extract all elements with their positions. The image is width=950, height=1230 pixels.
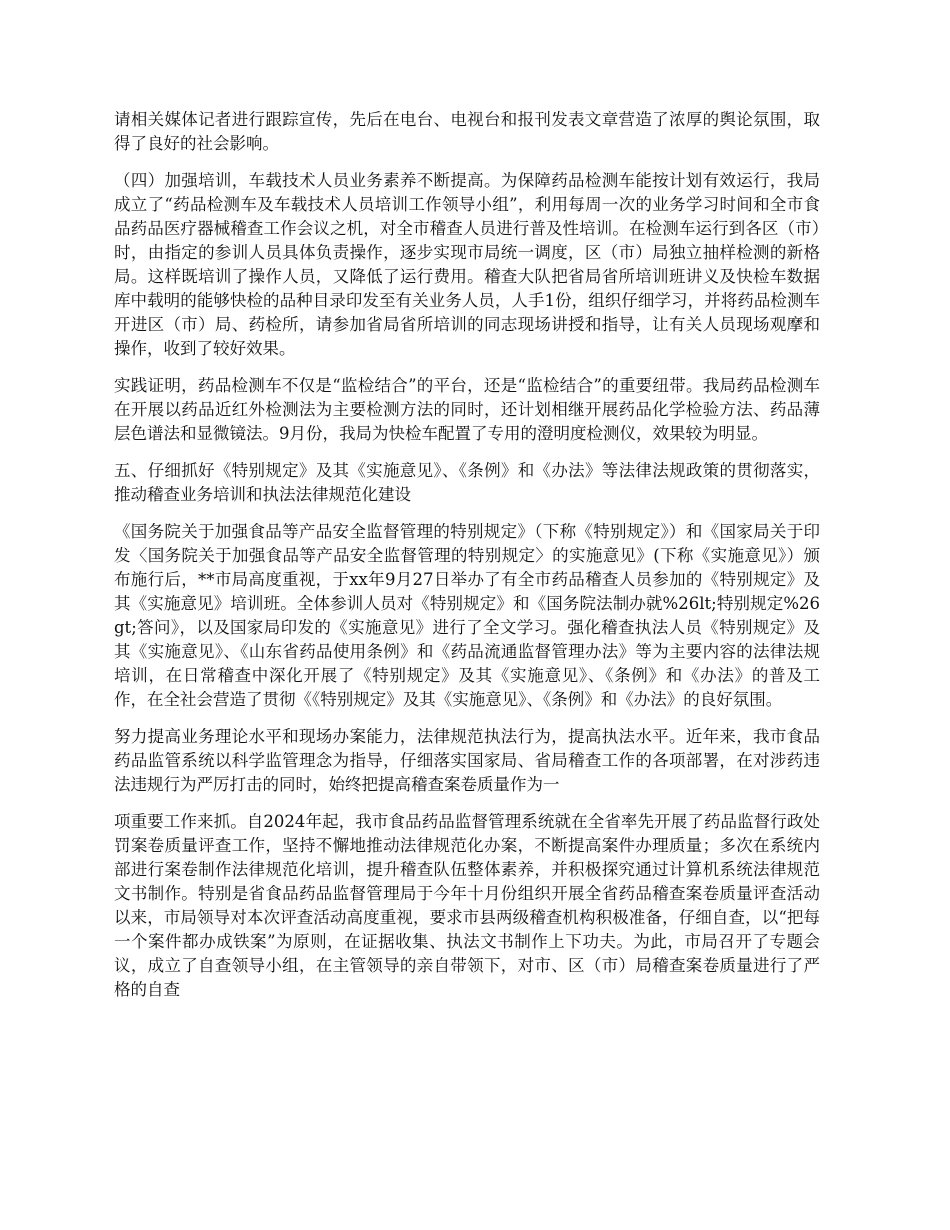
paragraph-media-publicity: 请相关媒体记者进行跟踪宣传，先后在电台、电视台和报刊发表文章营造了浓厚的舆论氛围，取得了良好的社会影响。 (114, 110, 820, 153)
paragraph-practice-proof: 实践证明，药品检测车不仅是“监检结合”的平台，还是“监检结合”的重要纽带。我局药品检测车在开展以药品近红外检测法为主要检测方法的同时，还计划相继开展药品化学检验方法、药品薄层色谱法和显微镜法。9月份，我局为快检车配置了专用的澄明度检测仪，效果较为明显。 (114, 376, 820, 443)
paragraph-special-regulations: 《国务院关于加强食品等产品安全监督管理的特别规定》（下称《特别规定》）和《国家局关于印发〈国务院关于加强食品等产品安全监督管理的特别规定〉的实施意见》(下称《实施意见》）颁布施行后，**市局高度重视，于xx年9月27日举办了有全市药品稽查人员参加的《特别规定》及其《实施意见》培训班。全体参训人员对《特别规定》和《国务院法制办就%26lt;特别规定%26gt;答问》，以及国家局印发的《实施意见》进行了全文学习。强化稽查执法人员《特别规定》及其《实施意见》、《山东省药品使用条例》和《药品流通监督管理办法》等为主要内容的法律法规培训，在日常稽查中深化开展了《特别规定》及其《实施意见》、《条例》和《办法》的普及工作，在全社会营造了贯彻《《特别规定》及其《实施意见》、《条例》和《办法》的良好氛围。 (114, 522, 820, 709)
paragraph-case-quality: 项重要工作来抓。自2024年起，我市食品药品监督管理系统就在全省率先开展了药品监督行政处罚案卷质量评查工作，坚持不懈地推动法律规范化办案，不断提高案件办理质量；多次在系统内部进行案卷制作法律规范化培训，提升稽查队伍整体素养，并积极探究通过计算机系统法律规范文书制作。特别是省食品药品监督管理局于今年十月份组织开展全省药品稽查案卷质量评查活动以来，市局领导对本次评查活动高度重视，要求市县两级稽查机构积极准备，仔细自查，以“把每一个案件都办成铁案”为原则，在证据收集、执法文书制作上下功夫。为此，市局召开了专题会议，成立了自查领导小组，在主管领导的亲自带领下，对市、区（市）局稽查案卷质量进行了严格的自查 (114, 812, 820, 999)
paragraph-improve-level: 努力提高业务理论水平和现场办案能力，法律规范执法行为，提高执法水平。近年来，我市食品药品监管系统以科学监管理念为指导，仔细落实国家局、省局稽查工作的各项部署，在对涉药违法违规行为严厉打击的同时，始终把提高稽查案卷质量作为一 (114, 727, 820, 794)
section-heading-five: 五、仔细抓好《特别规定》及其《实施意见》、《条例》和《办法》等法律法规政策的贯彻落实，推动稽查业务培训和执法法律规范化建设 (114, 461, 820, 504)
paragraph-training: （四）加强培训，车载技术人员业务素养不断提高。为保障药品检测车能按计划有效运行，我局成立了“药品检测车及车载技术人员培训工作领导小组”，利用每周一次的业务学习时间和全市食品药品医疗器械稽查工作会议之机，对全市稽查人员进行普及性培训。在检测车运行到各区（市）时，由指定的参训人员具体负责操作，逐步实现市局统一调度，区（市）局独立抽样检测的新格局。这样既培训了操作人员，又降低了运行费用。稽查大队把省局省所培训班讲义及快检车数据库中载明的能够快检的品种目录印发至有关业务人员，人手1份，组织仔细学习，并将药品检测车开进区（市）局、药检所，请参加省局省所培训的同志现场讲授和指导，让有关人员现场观摩和操作，收到了较好效果。 (114, 171, 820, 358)
